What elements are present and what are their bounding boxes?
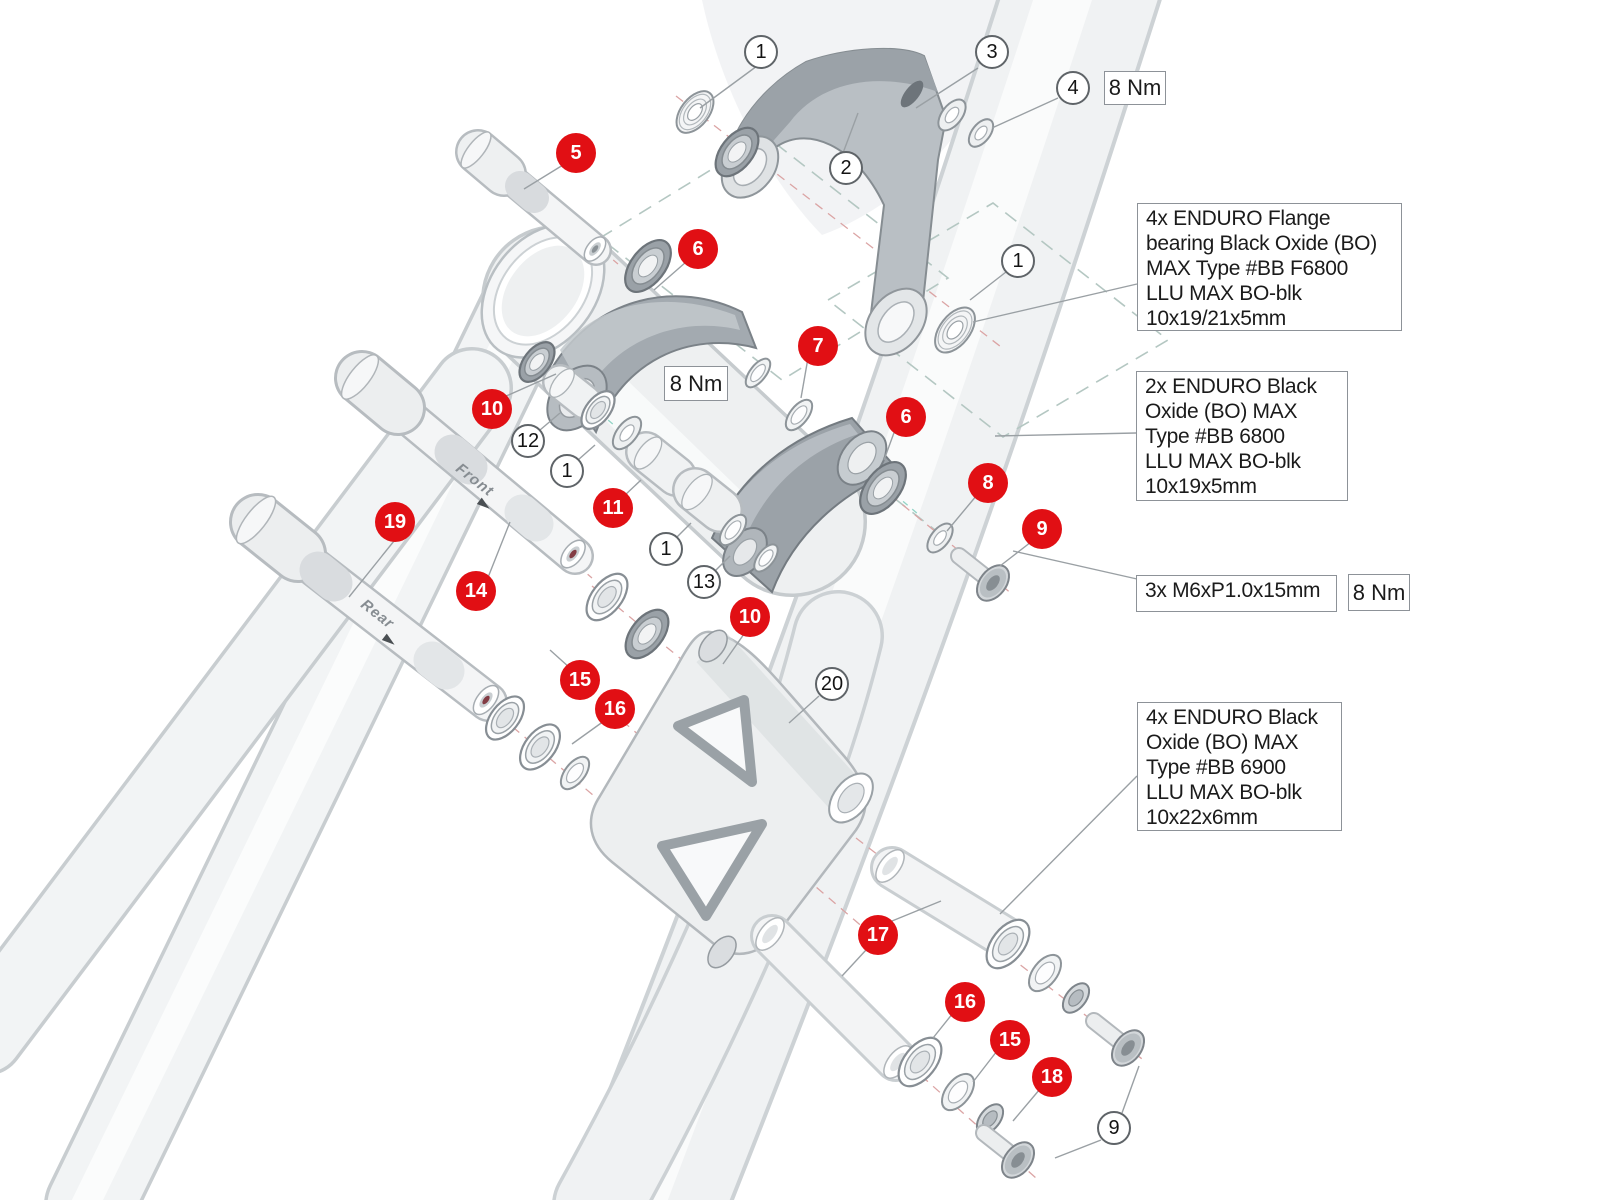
axle-label-text: Rear (357, 596, 398, 633)
bearing-seal (741, 355, 775, 392)
torque-label-1: 8 Nm (664, 366, 728, 401)
callout-8: 8 (968, 463, 1008, 503)
leader-line (1055, 1140, 1101, 1158)
leader-line (578, 445, 595, 460)
callout-18: 18 (1032, 1057, 1072, 1097)
spec-line: Oxide (BO) MAX (1146, 731, 1299, 754)
spec-line: Type #BB 6900 (1146, 756, 1286, 779)
callout-10: 10 (472, 389, 512, 429)
axle-label-text: Front (452, 460, 498, 501)
leader-line (487, 522, 510, 580)
callout-6: 6 (886, 397, 926, 437)
callout-5: 5 (556, 133, 596, 173)
leader-line (572, 721, 604, 744)
callout-14: 14 (456, 571, 496, 611)
bearing-seal (936, 1068, 981, 1116)
bearing-dark (617, 602, 677, 666)
spec-line: 10x19x5mm (1145, 475, 1257, 498)
spec-line: LLU MAX BO-blk (1145, 450, 1301, 473)
spec-line: bearing Black Oxide (BO) (1146, 232, 1377, 255)
callout-16: 16 (945, 982, 985, 1022)
callout-1: 1 (649, 532, 683, 566)
bearing-ring (512, 717, 568, 776)
callout-9: 9 (1022, 509, 1062, 549)
spec-bolt (1136, 575, 1337, 612)
callout-15: 15 (560, 660, 600, 700)
bearing-seal (555, 752, 594, 794)
callout-1: 1 (744, 35, 778, 69)
leader-line (933, 1013, 953, 1038)
bearing-ring (579, 566, 636, 627)
spec-line: 3x M6xP1.0x15mm (1145, 579, 1321, 602)
callout-1: 1 (1001, 244, 1035, 278)
spec-bb6900 (1137, 702, 1342, 831)
leader-line (1000, 776, 1137, 914)
callout-6: 6 (678, 229, 718, 269)
leader-line (973, 1051, 997, 1082)
spec-flange-bearing (1137, 203, 1402, 331)
callout-12: 12 (511, 424, 545, 458)
leader-line (676, 523, 691, 538)
callout-17: 17 (858, 915, 898, 955)
spec-line: 4x ENDURO Flange (1146, 207, 1331, 230)
callout-4: 4 (1056, 71, 1090, 105)
countersunk-bolt (984, 1133, 1041, 1184)
leader-line (1013, 551, 1137, 579)
leader-line (1122, 1066, 1139, 1113)
callout-13: 13 (687, 565, 721, 599)
spec-line: Type #BB 6800 (1145, 425, 1285, 448)
callout-15: 15 (990, 1020, 1030, 1060)
torque-label-2: 8 Nm (1348, 574, 1410, 611)
callout-20: 20 (815, 667, 849, 701)
spec-line: 10x22x6mm (1146, 806, 1258, 829)
spec-bb6800 (1136, 371, 1348, 501)
callout-7: 7 (798, 326, 838, 366)
callout-2: 2 (829, 151, 863, 185)
callout-10: 10 (730, 597, 770, 637)
spec-line: 2x ENDURO Black (1145, 375, 1317, 398)
callout-1: 1 (550, 454, 584, 488)
callout-3: 3 (975, 35, 1009, 69)
torque-label-0: 8 Nm (1104, 71, 1166, 105)
leader-line (842, 950, 866, 976)
leader-line (1013, 1089, 1040, 1121)
spec-line: MAX Type #BB F6800 (1146, 257, 1348, 280)
spec-line: 4x ENDURO Black (1146, 706, 1318, 729)
callout-9: 9 (1097, 1111, 1131, 1145)
spec-line: LLU MAX BO-blk (1146, 282, 1302, 305)
countersunk-bolt (1094, 1021, 1151, 1072)
spec-line: LLU MAX BO-blk (1146, 781, 1302, 804)
spec-line: Oxide (BO) MAX (1145, 400, 1298, 423)
bearing-flange (669, 84, 721, 139)
callout-19: 19 (375, 502, 415, 542)
spec-line: 10x19/21x5mm (1146, 307, 1286, 330)
callout-11: 11 (593, 488, 633, 528)
callout-16: 16 (595, 689, 635, 729)
bearing-seal (1023, 949, 1068, 997)
leader-line (801, 358, 808, 398)
